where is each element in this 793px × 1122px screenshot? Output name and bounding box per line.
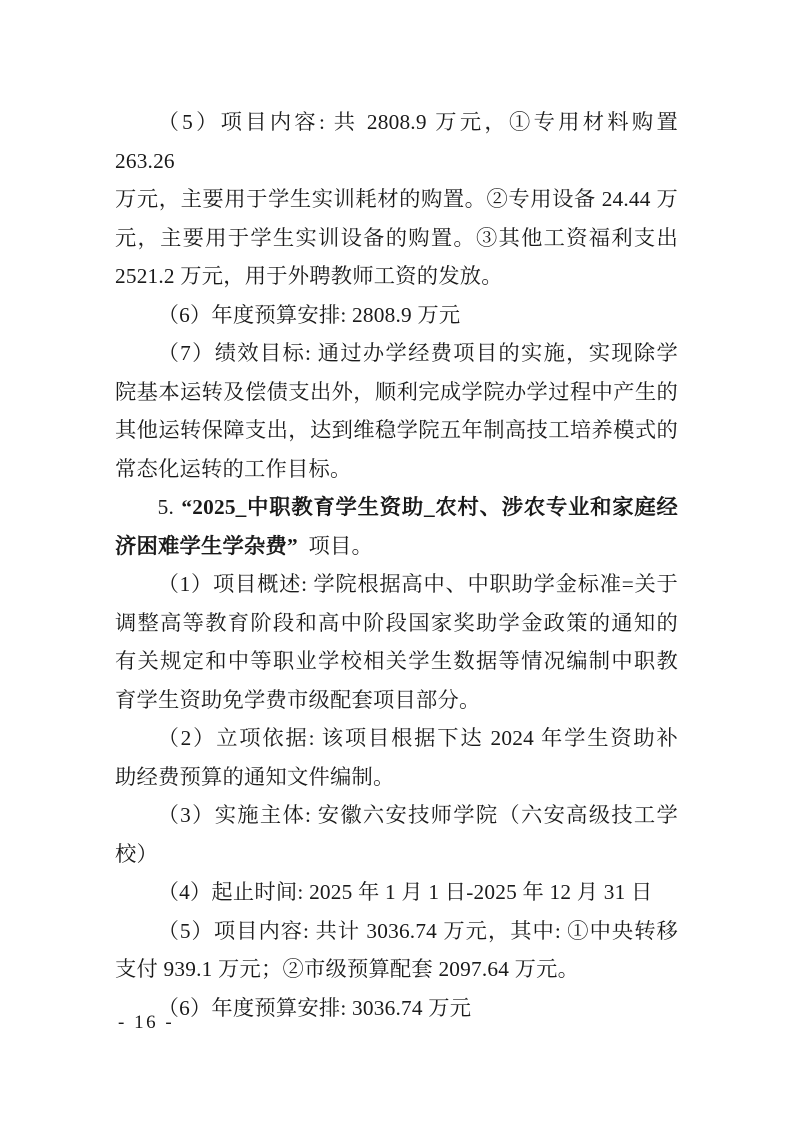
- line-item4-dates: （4）起止时间: 2025 年 1 月 1 日-2025 年 12 月 31 日: [157, 880, 653, 904]
- line-item2-basis-2: 助经费预算的通知文件编制。: [115, 764, 395, 789]
- line-section5-heading-1: [115, 488, 678, 527]
- line-item1-overview-4: 育学生资助免学费市级配套项目部分。: [115, 687, 481, 712]
- page-body-text: [115, 103, 678, 1027]
- section5-title-part2: 济困难学生学杂费”: [115, 533, 298, 558]
- line-item7-performance-3: 其他运转保障支出，达到维稳学院五年制高技工培养模式的: [115, 418, 678, 442]
- line-item5-content-3: 元，主要用于学生实训设备的购置。③其他工资福利支出: [115, 225, 678, 250]
- line-item7-performance-1: （7）绩效目标: 通过办学经费项目的实施，实现除学: [157, 341, 678, 365]
- line-item6b-budget: （6）年度预算安排: 3036.74 万元: [157, 995, 472, 1020]
- line-item1-overview-3: 有关规定和中等职业学校相关学生数据等情况编制中职教: [115, 649, 678, 673]
- line-item3-entity-2: 校）: [115, 841, 158, 866]
- line-item5b-content-2: 支付 939.1 万元；②市级预算配套 2097.64 万元。: [115, 957, 580, 981]
- section5-title-tail: 项目。: [308, 533, 373, 558]
- line-item5-content-1: （5）项目内容: 共 2808.9 万元，①专用材料购置 263.26: [115, 110, 678, 173]
- section5-title-part1: “2025_中职教育学生资助_农村、涉农专业和家庭经: [181, 495, 678, 519]
- line-item3-entity-1: （3）实施主体: 安徽六安技师学院（六安高级技工学: [157, 803, 678, 827]
- line-item7-performance-4: 常态化运转的工作目标。: [115, 456, 352, 481]
- line-item1-overview-1: （1）项目概述: 学院根据高中、中职助学金标准=关于: [157, 572, 678, 596]
- page-number: - 16 -: [118, 1012, 175, 1033]
- line-item5-content-2: 万元，主要用于学生实训耗材的购置。②专用设备 24.44 万: [115, 187, 678, 211]
- section5-number: 5.: [157, 495, 174, 519]
- line-section5-heading-2: [115, 527, 678, 566]
- line-item7-performance-2: 院基本运转及偿债支出外，顺利完成学院办学过程中产生的: [115, 379, 678, 404]
- line-item5-content-4: 2521.2 万元，用于外聘教师工资的发放。: [115, 264, 503, 288]
- line-item6-budget: （6）年度预算安排: 2808.9 万元: [157, 302, 461, 327]
- line-item1-overview-2: 调整高等教育阶段和高中阶段国家奖助学金政策的通知的: [115, 610, 678, 635]
- line-item5b-content-1: （5）项目内容: 共计 3036.74 万元，其中: ①中央转移: [157, 918, 678, 943]
- line-item2-basis-1: （2）立项依据: 该项目根据下达 2024 年学生资助补: [157, 726, 678, 750]
